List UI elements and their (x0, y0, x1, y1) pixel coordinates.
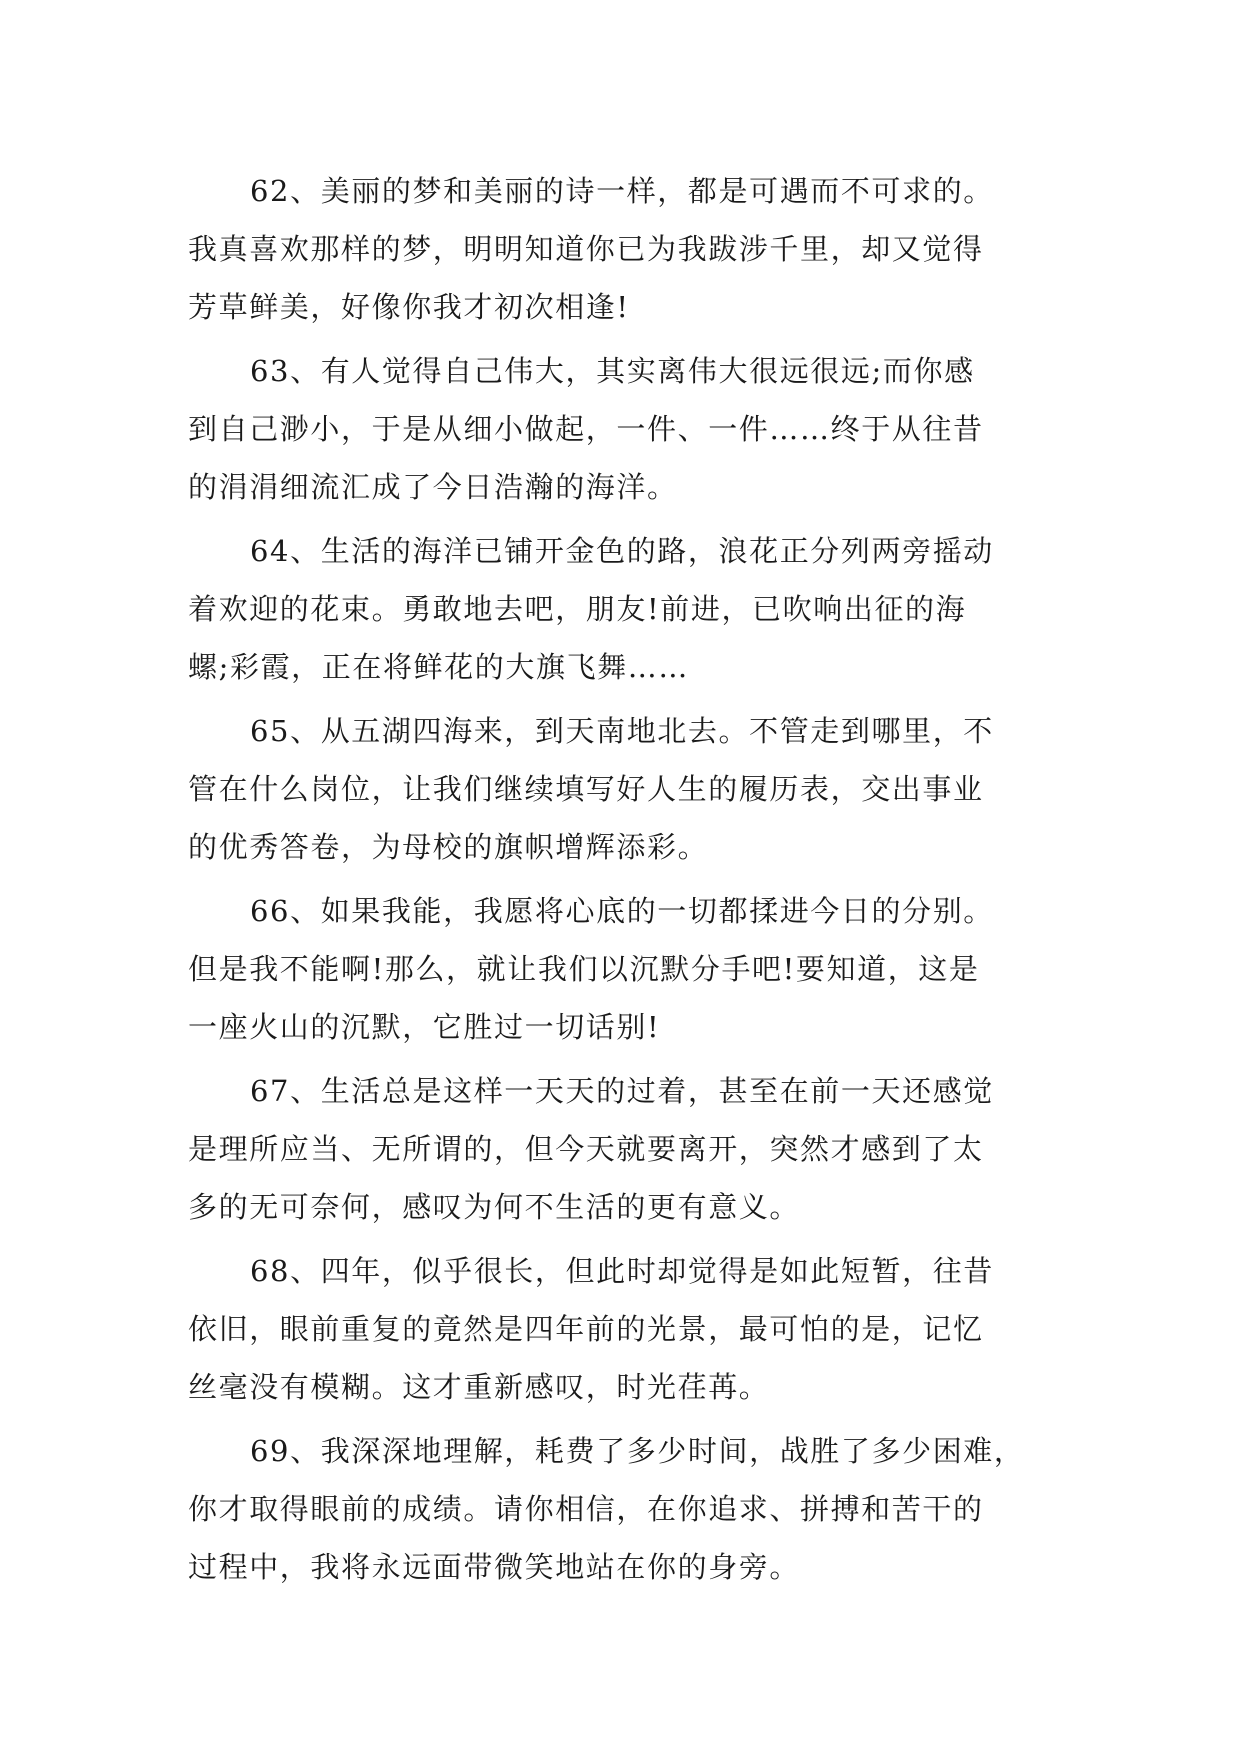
paragraph-68 (188, 1242, 1060, 1416)
paragraph-64 (188, 522, 1060, 696)
paragraph-62 (188, 162, 1060, 336)
paragraph-line: 63、有人觉得自己伟大，其实离伟大很远很远;而你感 (250, 354, 975, 388)
paragraph-line: 管在什么岗位，让我们继续填写好人生的履历表，交出事业 (188, 772, 984, 806)
paragraph-line: 67、生活总是这样一天天的过着，甚至在前一天还感觉 (250, 1074, 994, 1108)
paragraph-line: 过程中，我将永远面带微笑地站在你的身旁。 (188, 1550, 801, 1584)
paragraph-line: 是理所应当、无所谓的，但今天就要离开，突然才感到了太 (188, 1132, 984, 1166)
paragraph-line: 69、我深深地理解，耗费了多少时间，战胜了多少困难， (250, 1434, 1025, 1468)
document-body (188, 162, 1060, 1602)
paragraph-line: 但是我不能啊!那么，就让我们以沉默分手吧!要知道，这是 (188, 952, 980, 986)
paragraph-line: 芳草鲜美，好像你我才初次相逢! (188, 290, 630, 324)
paragraph-line: 你才取得眼前的成绩。请你相信，在你追求、拼搏和苦干的 (188, 1492, 984, 1526)
paragraph-line: 65、从五湖四海来，到天南地北去。不管走到哪里，不 (250, 714, 994, 748)
paragraph-line: 丝毫没有模糊。这才重新感叹，时光荏苒。 (188, 1370, 770, 1404)
paragraph-65 (188, 702, 1060, 876)
paragraph-line: 螺;彩霞，正在将鲜花的大旗飞舞…… (188, 650, 689, 684)
paragraph-line: 66、如果我能，我愿将心底的一切都揉进今日的分别。 (250, 894, 994, 928)
paragraph-67 (188, 1062, 1060, 1236)
paragraph-line: 62、美丽的梦和美丽的诗一样，都是可遇而不可求的。 (250, 174, 994, 208)
paragraph-66 (188, 882, 1060, 1056)
paragraph-63 (188, 342, 1060, 516)
paragraph-line: 的涓涓细流汇成了今日浩瀚的海洋。 (188, 470, 678, 504)
paragraph-69 (188, 1422, 1060, 1596)
paragraph-line: 一座火山的沉默，它胜过一切话别! (188, 1010, 661, 1044)
paragraph-line: 68、四年，似乎很长，但此时却觉得是如此短暂，往昔 (250, 1254, 994, 1288)
paragraph-line: 着欢迎的花束。勇敢地去吧，朋友!前进，已吹响出征的海 (188, 592, 967, 626)
paragraph-line: 的优秀答卷，为母校的旗帜增辉添彩。 (188, 830, 709, 864)
paragraph-line: 64、生活的海洋已铺开金色的路，浪花正分列两旁摇动 (250, 534, 994, 568)
paragraph-line: 到自己渺小，于是从细小做起，一件、一件……终于从往昔 (188, 412, 984, 446)
paragraph-line: 多的无可奈何，感叹为何不生活的更有意义。 (188, 1190, 801, 1224)
paragraph-line: 依旧，眼前重复的竟然是四年前的光景，最可怕的是，记忆 (188, 1312, 984, 1346)
paragraph-line: 我真喜欢那样的梦，明明知道你已为我跋涉千里，却又觉得 (188, 232, 984, 266)
